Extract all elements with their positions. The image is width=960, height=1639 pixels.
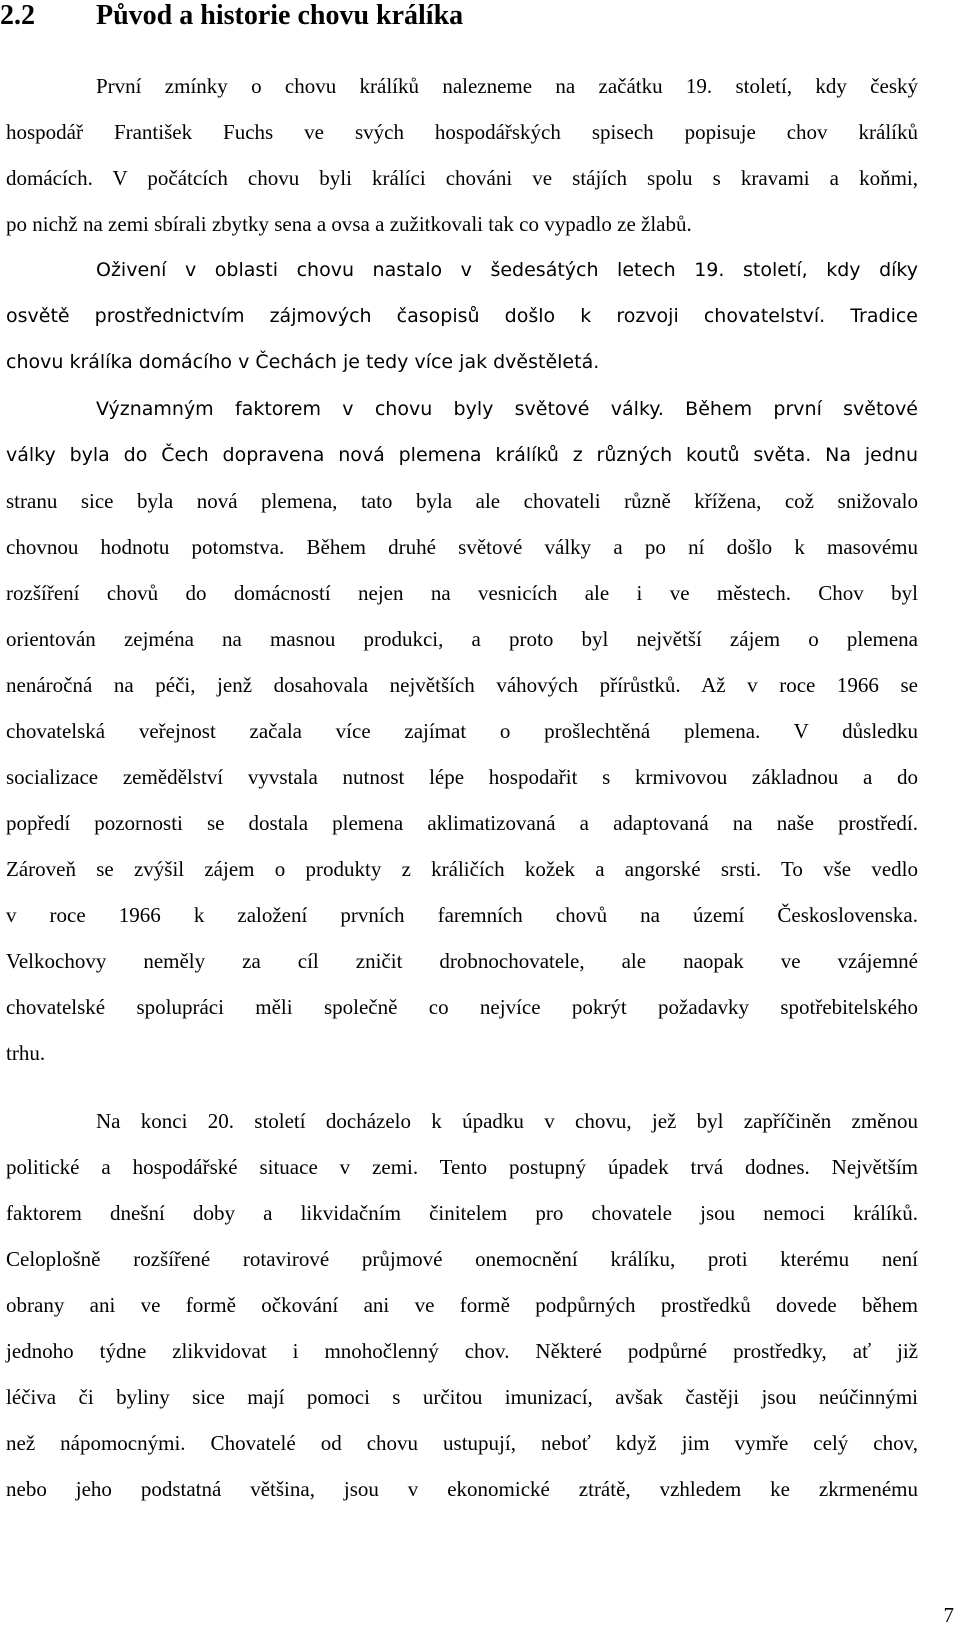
text-line: chovnou hodnotu potomstva. Během druhé světové války a po ní došlo k masovému [6, 535, 918, 559]
text-line: jednoho týdne zlikvidovat i mnohočlenný chov. Některé podpůrné prostředky, ať již [6, 1339, 918, 1363]
section-number: 2.2 [0, 0, 35, 31]
text-line: obrany ani ve formě očkování ani ve formě podpůrných prostředků dovede během [6, 1293, 918, 1317]
section-title: Původ a historie chovu králíka [96, 0, 464, 31]
text-line: hospodář František Fuchs ve svých hospodářských spisech popisuje chov králíků [6, 120, 918, 144]
text-line: faktorem dnešní doby a likvidačním činitelem pro chovatele jsou nemoci králíků. [6, 1201, 918, 1225]
text-line: nebo jeho podstatná většina, jsou v ekonomické ztrátě, vzhledem ke zkrmenému [6, 1477, 918, 1501]
text-line: Celoplošně rozšířené rotavirové průjmové onemocnění králíku, proti kterému není [6, 1247, 918, 1271]
text-line: Významným faktorem v chovu byly světové války. Během první světové [96, 398, 918, 420]
page-number: 7 [943, 1603, 954, 1627]
text-line: Velkochovy neměly za cíl zničit drobnochovatele, ale naopak ve vzájemné [6, 949, 918, 973]
text-line: po nichž na zemi sbírali zbytky sena a ovsa a zužitkovali tak co vypadlo ze žlabů. [6, 212, 692, 236]
text-line: chovatelské spolupráci měli společně co nejvíce pokrýt požadavky spotřebitelského [6, 995, 918, 1019]
text-line: chovu králíka domácího v Čechách je tedy více jak dvěstěletá. [6, 351, 600, 373]
text-line: stranu sice byla nová plemena, tato byla ale chovateli různě křížena, což snižovalo [6, 489, 918, 513]
text-line: Zároveň se zvýšil zájem o produkty z králičích kožek a angorské srsti. To vše vedlo [6, 857, 918, 881]
text-line: Na konci 20. století docházelo k úpadku v chovu, jež byl zapříčiněn změnou [96, 1109, 918, 1133]
text-line: léčiva či byliny sice mají pomoci s určitou imunizací, avšak častěji jsou neúčinnými [6, 1385, 918, 1409]
text-line: socializace zemědělství vyvstala nutnost lépe hospodařit s krmivovou základnou a do [6, 765, 918, 789]
text-line: orientován zejména na masnou produkci, a proto byl největší zájem o plemena [6, 627, 918, 651]
text-line: chovatelská veřejnost začala více zajímat o prošlechtěná plemena. V důsledku [6, 719, 918, 743]
text-line: Oživení v oblasti chovu nastalo v šedesátých letech 19. století, kdy díky [96, 259, 918, 281]
text-line: než nápomocnými. Chovatelé od chovu ustupují, neboť když jim vymře celý chov, [6, 1431, 918, 1455]
text-line: nenáročná na péči, jenž dosahovala největších váhových přírůstků. Až v roce 1966 se [6, 673, 918, 697]
text-line: války byla do Čech dopravena nová plemena králíků z různých koutů světa. Na jednu [6, 444, 918, 466]
text-line: domácích. V počátcích chovu byli králíci chováni ve stájích spolu s kravami a koňmi, [6, 166, 918, 190]
section-heading [0, 0, 463, 34]
text-line: trhu. [6, 1041, 46, 1065]
text-line: v roce 1966 k založení prvních faremních chovů na území Československa. [6, 903, 918, 927]
text-line: rozšíření chovů do domácností nejen na vesnicích ale i ve městech. Chov byl [6, 581, 918, 605]
text-line: politické a hospodářské situace v zemi. Tento postupný úpadek trvá dodnes. Největším [6, 1155, 918, 1179]
text-line: osvětě prostřednictvím zájmových časopisů došlo k rozvoji chovatelství. Tradice [6, 305, 918, 327]
text-line: popředí pozornosti se dostala plemena aklimatizovaná a adaptovaná na naše prostředí. [6, 811, 918, 835]
text-line: První zmínky o chovu králíků nalezneme na začátku 19. století, kdy český [96, 74, 918, 98]
